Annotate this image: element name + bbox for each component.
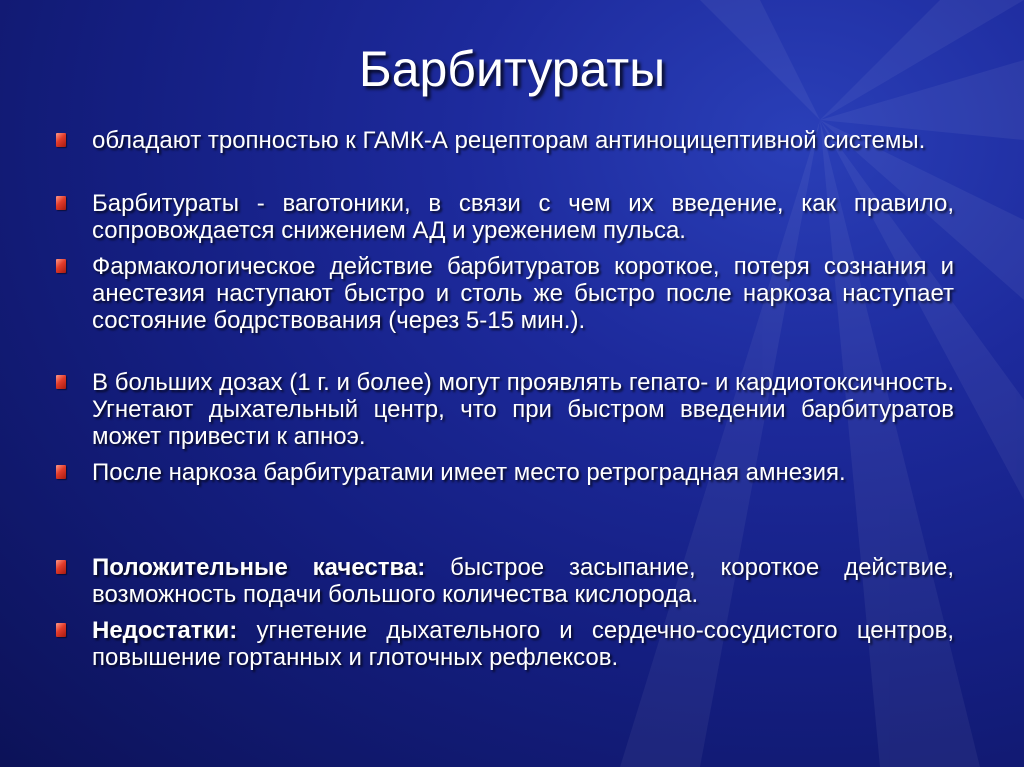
- bullet-item: [56, 190, 954, 244]
- bullet-text: [92, 554, 954, 608]
- bullet-item: [56, 617, 954, 671]
- slide-title: Барбитураты: [358, 41, 666, 97]
- bullet-item: [56, 459, 954, 486]
- bullet-marker-icon: [56, 259, 66, 273]
- bullet-bold-label: Положительные качества:: [92, 554, 426, 581]
- bullet-bold-label: Недостатки:: [92, 617, 238, 644]
- bullet-item: [56, 253, 954, 334]
- bullet-marker-icon: [56, 465, 66, 479]
- bullet-text: Барбитураты - ваготоники, в связи с чем их введение, как правило, сопровождается снижением АД и урежением пульса.: [92, 190, 954, 244]
- bullet-body: быстрое засыпание, короткое действие, возможность подачи большого количества кислорода.: [92, 554, 954, 608]
- bullet-text: [92, 617, 954, 671]
- bullet-text: Фармакологическое действие барбитуратов короткое, потеря сознания и анестезия наступают быстро и столь же быстро после наркоза наступает состояние бодрствования (через 5-15 мин.).: [92, 253, 954, 334]
- bullet-marker-icon: [56, 375, 66, 389]
- bullet-marker-icon: [56, 560, 66, 574]
- bullet-text: обладают тропностью к ГАМК-А рецепторам антиноцицептивной системы.: [92, 127, 926, 154]
- bullet-body: угнетение дыхательного и сердечно-сосудистого центров, повышение гортанных и глоточных рефлексов.: [92, 617, 954, 671]
- bullet-text: В больших дозах (1 г. и более) могут проявлять гепато- и кардиотоксичность. Угнетают дыхательный центр, что при быстром введении барбитуратов может привести к апноэ.: [92, 369, 954, 450]
- bullet-item: [56, 369, 954, 450]
- bullet-item: [56, 127, 954, 154]
- bullet-text: После наркоза барбитуратами имеет место ретроградная амнезия.: [92, 459, 846, 486]
- bullet-marker-icon: [56, 133, 66, 147]
- bullet-marker-icon: [56, 623, 66, 637]
- bullet-marker-icon: [56, 196, 66, 210]
- bullet-item: [56, 554, 954, 608]
